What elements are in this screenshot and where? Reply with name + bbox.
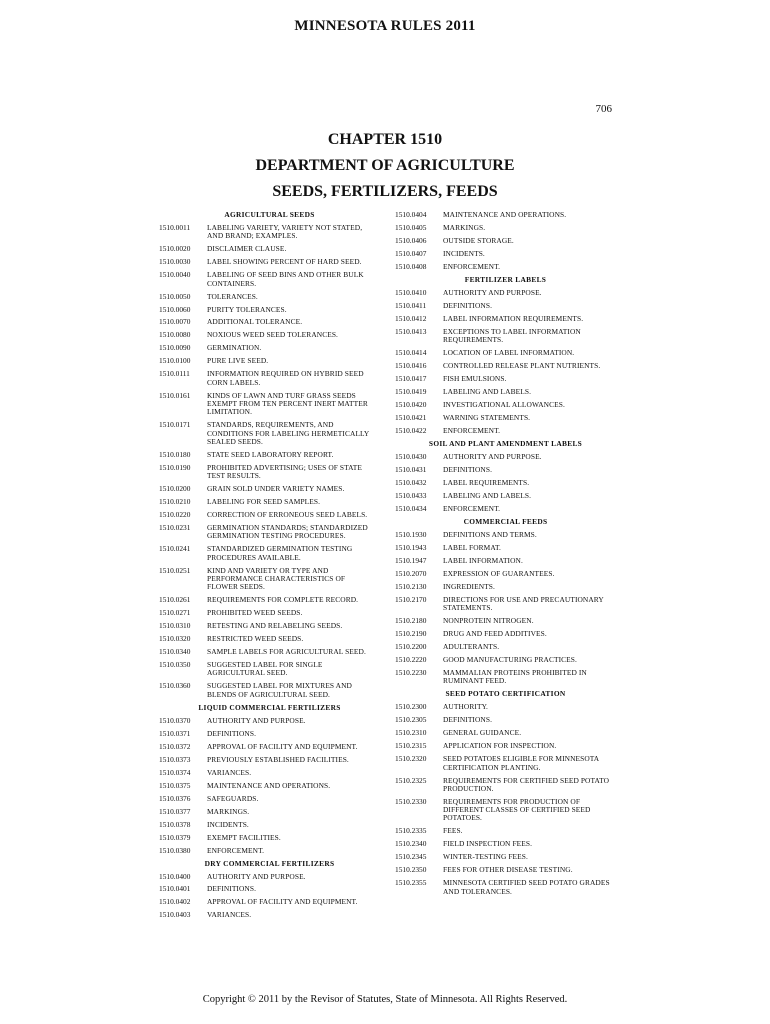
toc-entry [395, 853, 610, 861]
rule-number: 1510.0413 [395, 326, 427, 336]
toc-entry [159, 873, 374, 881]
toc-entry [395, 742, 610, 750]
rule-title: LABEL FORMAT. [443, 542, 501, 552]
rule-title: DEFINITIONS AND TERMS. [443, 529, 537, 539]
rule-number: 1510.0373 [159, 754, 191, 764]
toc-entry [395, 643, 610, 651]
toc-entry [159, 567, 374, 592]
toc-entry [159, 344, 374, 352]
rule-number: 1510.2170 [395, 594, 427, 604]
rule-number: 1510.0379 [159, 832, 191, 842]
toc-entry [395, 289, 610, 297]
rule-number: 1510.0431 [395, 465, 427, 474]
rule-title: FIELD INSPECTION FEES. [443, 839, 533, 849]
rule-number: 1510.1930 [395, 529, 427, 539]
section-heading: SOIL AND PLANT AMENDMENT LABELS [428, 439, 583, 449]
rule-number: 1510.0420 [395, 400, 427, 410]
rule-title: DRUG AND FEED ADDITIVES. [443, 629, 547, 639]
rule-title: TOLERANCES. [207, 291, 258, 301]
toc-entry [395, 414, 610, 422]
rule-number: 1510.0070 [159, 317, 191, 327]
rule-title: LABEL INFORMATION. [443, 555, 523, 565]
rule-number: 1510.0171 [159, 420, 191, 430]
rule-number: 1510.2130 [395, 581, 427, 591]
rule-number: 1510.0411 [395, 300, 427, 310]
toc-entry [395, 617, 610, 625]
rule-title: WINTER-TESTING FEES. [443, 852, 528, 862]
rule-number: 1510.0434 [395, 503, 427, 513]
toc-entry [159, 743, 374, 751]
toc-entry [395, 656, 610, 664]
rule-number: 1510.2320 [395, 754, 427, 764]
rule-number: 1510.0380 [159, 845, 191, 855]
rule-number: 1510.2315 [395, 741, 427, 751]
rule-number: 1510.0190 [159, 462, 191, 472]
rule-title: LABELING VARIETY, VARIETY NOT STATED, AND BRAND; EXAMPLES. [207, 222, 363, 241]
rule-title: DEFINITIONS. [443, 715, 493, 725]
toc-entry [159, 293, 374, 301]
rule-number: 1510.0400 [159, 871, 191, 881]
rule-title: STATE SEED LABORATORY REPORT. [207, 449, 334, 459]
rule-number: 1510.0430 [395, 452, 427, 462]
toc-entry [395, 557, 610, 565]
toc-entry [159, 682, 374, 699]
toc-entry [159, 885, 374, 893]
toc-entry [395, 669, 610, 686]
rule-number: 1510.0060 [159, 304, 191, 314]
rule-number: 1510.0011 [159, 222, 191, 232]
toc-entry [159, 769, 374, 777]
rule-number: 1510.0350 [159, 660, 191, 670]
rule-title: OUTSIDE STORAGE. [443, 235, 514, 245]
rule-number: 1510.0419 [395, 387, 427, 397]
rule-number: 1510.2355 [395, 878, 427, 888]
rule-number: 1510.2310 [395, 728, 427, 738]
rule-title: GOOD MANUFACTURING PRACTICES. [443, 655, 577, 665]
rule-title: LOCATION OF LABEL INFORMATION. [443, 348, 575, 358]
toc-entry [159, 524, 374, 541]
toc-entry [395, 362, 610, 370]
rule-number: 1510.0401 [159, 884, 191, 894]
rule-number: 1510.0020 [159, 244, 191, 254]
rule-number: 1510.0405 [395, 222, 427, 232]
section-heading: LIQUID COMMERCIAL FERTILIZERS [198, 702, 341, 712]
rule-number: 1510.0100 [159, 356, 191, 366]
toc-entry [159, 661, 374, 678]
rule-title: ADDITIONAL TOLERANCE. [207, 317, 303, 327]
rule-title: INFORMATION REQUIRED ON HYBRID SEED CORN LABELS. [207, 369, 364, 387]
toc-entry [159, 451, 374, 459]
toc-entry [159, 464, 374, 481]
rule-number: 1510.0432 [395, 477, 427, 487]
rule-number: 1510.0261 [159, 595, 191, 605]
toc-entry [395, 453, 610, 461]
toc-entry [395, 427, 610, 435]
toc-entry [395, 755, 610, 772]
toc-entry [395, 716, 610, 724]
rule-number: 1510.2300 [395, 702, 427, 712]
rule-number: 1510.0410 [395, 287, 427, 297]
toc-entry [159, 485, 374, 493]
rule-number: 1510.0030 [159, 257, 191, 267]
rule-number: 1510.0422 [395, 426, 427, 436]
rule-number: 1510.0421 [395, 413, 427, 423]
toc-entry [395, 866, 610, 874]
rule-title: GERMINATION. [207, 343, 262, 353]
section-heading: AGRICULTURAL SEEDS [224, 210, 315, 219]
toc-entry [395, 250, 610, 258]
rule-number: 1510.2340 [395, 839, 427, 849]
rule-title: INCIDENTS. [443, 248, 485, 258]
rule-number: 1510.2325 [395, 775, 427, 785]
page-number: 706 [595, 103, 612, 115]
toc-entry [159, 609, 374, 617]
rule-number: 1510.2335 [395, 826, 427, 836]
rule-title: NOXIOUS WEED SEED TOLERANCES. [207, 330, 339, 340]
rule-title: APPLICATION FOR INSPECTION. [443, 741, 557, 751]
rule-title: STANDARDIZED GERMINATION TESTING PROCEDURES AVAILABLE. [207, 544, 353, 562]
rule-number: 1510.0406 [395, 235, 427, 245]
toc-entry [395, 505, 610, 513]
toc-entry [395, 349, 610, 357]
toc-entry [159, 511, 374, 519]
rule-number: 1510.0271 [159, 608, 191, 618]
rule-title: SEED POTATOES ELIGIBLE FOR MINNESOTA CERTIFICATION PLANTING. [443, 754, 599, 772]
toc-entry [159, 808, 374, 816]
toc-entry [159, 392, 374, 417]
toc-entry [159, 306, 374, 314]
toc-entry [159, 545, 374, 562]
rule-title: REQUIREMENTS FOR COMPLETE RECORD. [207, 595, 359, 605]
toc-entry [159, 318, 374, 326]
section-heading: COMMERCIAL FEEDS [463, 516, 548, 526]
rule-title: GRAIN SOLD UNDER VARIETY NAMES. [207, 484, 345, 494]
toc-entry [159, 834, 374, 842]
rule-number: 1510.0403 [159, 910, 191, 920]
rule-title: VARIANCES. [207, 767, 252, 777]
rule-number: 1510.0050 [159, 291, 191, 301]
toc-entry [395, 492, 610, 500]
rule-number: 1510.2330 [395, 796, 427, 806]
rule-title: LABELING AND LABELS. [443, 387, 532, 397]
rule-number: 1510.0220 [159, 510, 191, 520]
toc-entry [395, 401, 610, 409]
copyright-footer: Copyright © 2011 by the Revisor of Statutes, State of Minnesota. All Rights Reserved. [202, 994, 568, 1005]
rule-title: MINNESOTA CERTIFIED SEED POTATO GRADES AND TOLERANCES. [443, 878, 610, 896]
rule-title: EXEMPT FACILITIES. [207, 832, 281, 842]
toc-entry [159, 245, 374, 253]
rule-number: 1510.0090 [159, 343, 191, 353]
toc-entry [159, 648, 374, 656]
chapter-subject: SEEDS, FERTILIZERS, FEEDS [272, 183, 498, 200]
rule-title: ADULTERANTS. [443, 642, 500, 652]
rule-number: 1510.2305 [395, 715, 427, 725]
rule-title: LABELING OF SEED BINS AND OTHER BULK CONTAINERS. [207, 270, 364, 288]
rule-title: AUTHORITY AND PURPOSE. [443, 452, 542, 462]
rule-number: 1510.0414 [395, 348, 427, 358]
rule-title: FEES. [443, 826, 463, 836]
toc-entry [159, 911, 374, 919]
toc-entry [395, 596, 610, 613]
rule-number: 1510.2200 [395, 642, 427, 652]
section-heading: FERTILIZER LABELS [464, 274, 547, 284]
rule-title: ENFORCEMENT. [443, 503, 501, 513]
rule-number: 1510.2345 [395, 852, 427, 862]
toc-entry [395, 328, 610, 345]
toc-right-column [395, 211, 610, 901]
chapter-number: CHAPTER 1510 [327, 131, 443, 148]
rule-title: DIRECTIONS FOR USE AND PRECAUTIONARY STATEMENTS. [443, 594, 604, 613]
rule-title: WARNING STATEMENTS. [443, 413, 531, 423]
rule-number: 1510.0111 [159, 369, 190, 379]
toc-entry [159, 271, 374, 288]
toc-entry [159, 898, 374, 906]
rule-number: 1510.0210 [159, 497, 191, 507]
toc-entry [395, 777, 610, 794]
toc-entry [159, 795, 374, 803]
rule-title: SAMPLE LABELS FOR AGRICULTURAL SEED. [207, 647, 366, 657]
toc-entry [395, 703, 610, 711]
toc-entry [159, 498, 374, 506]
rule-number: 1510.0310 [159, 621, 191, 631]
rule-number: 1510.2180 [395, 616, 427, 626]
rule-number: 1510.0371 [159, 728, 191, 738]
chapter-heading [0, 127, 770, 205]
rule-title: PROHIBITED ADVERTISING; USES OF STATE TEST RESULTS. [207, 462, 362, 481]
rule-title: AUTHORITY AND PURPOSE. [207, 871, 306, 881]
rule-title: PURITY TOLERANCES. [207, 304, 287, 314]
toc-entry [159, 756, 374, 764]
rule-number: 1510.0251 [159, 565, 191, 575]
rule-number: 1510.0180 [159, 449, 191, 459]
rule-number: 1510.0161 [159, 390, 191, 400]
rule-number: 1510.0376 [159, 793, 191, 803]
rule-number: 1510.0040 [159, 270, 191, 280]
toc-entry [395, 263, 610, 271]
rule-title: FEES FOR OTHER DISEASE TESTING. [443, 865, 573, 875]
toc-entry [395, 840, 610, 848]
rule-title: GENERAL GUIDANCE. [443, 728, 522, 738]
section-heading: DRY COMMERCIAL FERTILIZERS [204, 858, 335, 868]
toc-entry [159, 357, 374, 365]
rule-title: DISCLAIMER CLAUSE. [207, 244, 287, 254]
toc-entry [395, 375, 610, 383]
toc-entry [395, 388, 610, 396]
rule-number: 1510.1947 [395, 555, 427, 565]
toc-entry [159, 224, 374, 241]
rule-title: ENFORCEMENT. [207, 845, 265, 855]
rule-title: DEFINITIONS. [207, 728, 257, 738]
rule-title: DEFINITIONS. [443, 300, 493, 310]
toc-entry [159, 821, 374, 829]
rule-title: ENFORCEMENT. [443, 261, 501, 271]
rule-number: 1510.0375 [159, 780, 191, 790]
rule-title: AUTHORITY AND PURPOSE. [443, 287, 542, 297]
toc-left-column [159, 211, 374, 924]
rule-number: 1510.1943 [395, 542, 427, 552]
rule-title: LABEL SHOWING PERCENT OF HARD SEED. [207, 257, 362, 267]
rule-title: INVESTIGATIONAL ALLOWANCES. [443, 400, 565, 410]
toc-entry [159, 730, 374, 738]
rule-title: RESTRICTED WEED SEEDS. [207, 634, 304, 644]
rule-title: INCIDENTS. [207, 819, 249, 829]
toc-entry [395, 211, 610, 219]
rule-title: CORRECTION OF ERRONEOUS SEED LABELS. [207, 510, 368, 520]
rule-number: 1510.2350 [395, 865, 427, 875]
rule-title: LABEL INFORMATION REQUIREMENTS. [443, 313, 584, 323]
rule-title: CONTROLLED RELEASE PLANT NUTRIENTS. [443, 361, 601, 371]
rule-title: SUGGESTED LABEL FOR MIXTURES AND BLENDS OF AGRICULTURAL SEED. [207, 681, 352, 699]
rule-title: LABELING FOR SEED SAMPLES. [207, 497, 321, 507]
rule-title: REQUIREMENTS FOR CERTIFIED SEED POTATO PRODUCTION. [443, 775, 610, 793]
rule-title: FISH EMULSIONS. [443, 374, 507, 384]
rule-number: 1510.0402 [159, 897, 191, 907]
department-title: DEPARTMENT OF AGRICULTURE [255, 157, 515, 174]
toc-entry [159, 258, 374, 266]
toc-entry [159, 847, 374, 855]
rule-number: 1510.0412 [395, 313, 427, 323]
toc-entry [395, 479, 610, 487]
toc-entry [395, 798, 610, 823]
toc-entry [159, 421, 374, 446]
toc-entry [159, 596, 374, 604]
rule-title: MAINTENANCE AND OPERATIONS. [207, 780, 331, 790]
rule-number: 1510.0404 [395, 210, 427, 219]
rule-number: 1510.0416 [395, 361, 427, 371]
rule-title: AUTHORITY AND PURPOSE. [207, 715, 306, 725]
rule-number: 1510.0417 [395, 374, 427, 384]
rule-title: NONPROTEIN NITROGEN. [443, 616, 534, 626]
toc-entry [159, 717, 374, 725]
rule-number: 1510.2070 [395, 568, 427, 578]
rule-title: ENFORCEMENT. [443, 426, 501, 436]
rule-title: MARKINGS. [443, 222, 486, 232]
rule-number: 1510.0408 [395, 261, 427, 271]
toc-entry [159, 331, 374, 339]
toc-entry [395, 729, 610, 737]
toc-entry [395, 544, 610, 552]
rule-number: 1510.0360 [159, 681, 191, 691]
toc-entry [395, 583, 610, 591]
rule-title: REQUIREMENTS FOR PRODUCTION OF DIFFERENT CLASSES OF CERTIFIED SEED POTATOES. [443, 796, 591, 823]
rule-title: KINDS OF LAWN AND TURF GRASS SEEDS EXEMPT FROM TEN PERCENT INERT MATTER LIMITATION. [207, 390, 368, 417]
section-heading: SEED POTATO CERTIFICATION [445, 689, 566, 699]
toc-entry [395, 570, 610, 578]
rule-title: LABEL REQUIREMENTS. [443, 477, 530, 487]
rule-number: 1510.0378 [159, 819, 191, 829]
rule-title: SAFEGUARDS. [207, 793, 259, 803]
toc-entry [395, 466, 610, 474]
toc-entry [395, 879, 610, 896]
rule-title: EXPRESSION OF GUARANTEES. [443, 568, 555, 578]
rule-title: PURE LIVE SEED. [207, 356, 269, 366]
rule-title: PROHIBITED WEED SEEDS. [207, 608, 303, 618]
rule-title: AUTHORITY. [443, 702, 488, 712]
rule-number: 1510.0370 [159, 715, 191, 725]
rule-title: APPROVAL OF FACILITY AND EQUIPMENT. [207, 897, 358, 907]
rule-title: PREVIOUSLY ESTABLISHED FACILITIES. [207, 754, 349, 764]
running-header: MINNESOTA RULES 2011 [294, 18, 476, 34]
rule-number: 1510.0374 [159, 767, 191, 777]
rule-title: APPROVAL OF FACILITY AND EQUIPMENT. [207, 741, 358, 751]
rule-number: 1510.2230 [395, 668, 427, 678]
rule-number: 1510.0231 [159, 523, 191, 533]
toc-entry [395, 531, 610, 539]
rule-number: 1510.2220 [395, 655, 427, 665]
toc-entry [395, 827, 610, 835]
toc-entry [159, 782, 374, 790]
toc-entry [395, 237, 610, 245]
rule-title: MAMMALIAN PROTEINS PROHIBITED IN RUMINANT FEED. [443, 668, 587, 686]
toc-entry [395, 630, 610, 638]
rule-number: 1510.0372 [159, 741, 191, 751]
rule-title: STANDARDS, REQUIREMENTS, AND CONDITIONS FOR LABELING HERMETICALLY SEALED SEEDS. [207, 420, 370, 446]
rule-number: 1510.0241 [159, 544, 191, 554]
rule-title: DEFINITIONS. [207, 884, 257, 894]
rule-title: MAINTENANCE AND OPERATIONS. [443, 210, 567, 219]
rule-number: 1510.0340 [159, 647, 191, 657]
rule-title: VARIANCES. [207, 910, 252, 920]
rule-title: RETESTING AND RELABELING SEEDS. [207, 621, 343, 631]
rule-title: KIND AND VARIETY OR TYPE AND PERFORMANCE CHARACTERISTICS OF FLOWER SEEDS. [207, 565, 346, 592]
rule-title: INGREDIENTS. [443, 581, 495, 591]
rule-number: 1510.0407 [395, 248, 427, 258]
rule-title: GERMINATION STANDARDS; STANDARDIZED GERMINATION TESTING PROCEDURES. [207, 523, 368, 541]
toc-entry [395, 302, 610, 310]
toc-entry [395, 224, 610, 232]
rule-number: 1510.2190 [395, 629, 427, 639]
rule-number: 1510.0320 [159, 634, 191, 644]
rule-number: 1510.0377 [159, 806, 191, 816]
rule-number: 1510.0200 [159, 484, 191, 494]
rule-number: 1510.0080 [159, 330, 191, 340]
rule-number: 1510.0433 [395, 490, 427, 500]
toc-entry [159, 635, 374, 643]
rule-title: LABELING AND LABELS. [443, 490, 532, 500]
toc-entry [159, 370, 374, 387]
rule-title: SUGGESTED LABEL FOR SINGLE AGRICULTURAL SEED. [207, 660, 323, 678]
toc-entry [159, 622, 374, 630]
toc-entry [395, 315, 610, 323]
rule-title: DEFINITIONS. [443, 465, 493, 474]
rule-title: EXCEPTIONS TO LABEL INFORMATION REQUIREMENTS. [443, 326, 581, 345]
rule-title: MARKINGS. [207, 806, 250, 816]
